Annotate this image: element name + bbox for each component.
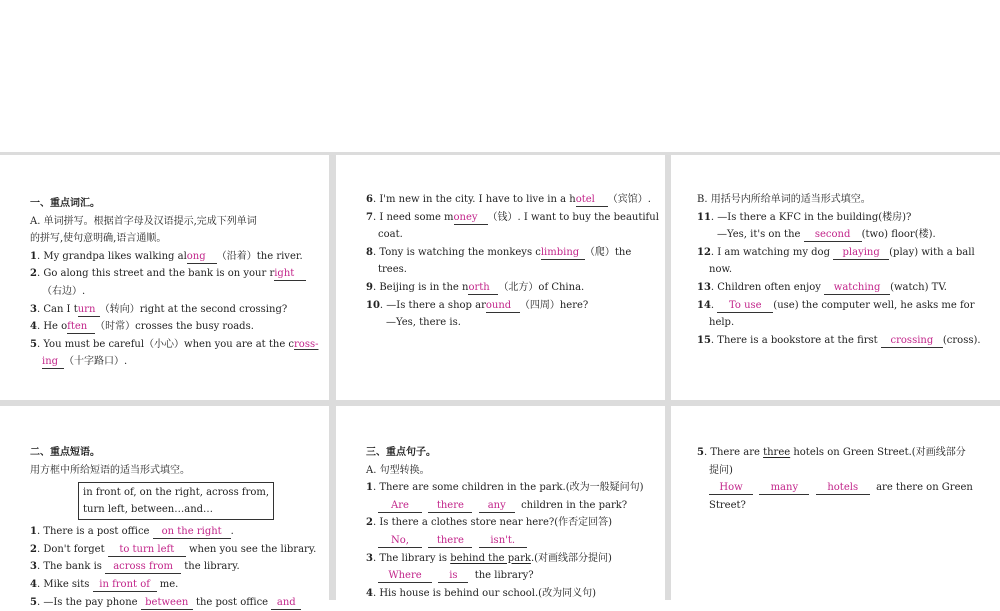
panel-sentences-cont [671,406,1000,600]
question-7-cont: coat. [378,229,403,241]
phrase-box: in front of, on the right, across from, turn left, between…and… [78,482,274,520]
question-5: 5. You must be careful（小心）when you are at the cross- [30,338,319,350]
sentence-answer-5-cont: Street? [709,499,746,511]
answer-blank: to turn left [108,543,186,557]
answer-blank: limbing [541,246,585,260]
answer-blank: many [759,481,809,495]
answer-blank: in front of [93,578,157,592]
answer-blank: Where [378,569,432,583]
question-4: 4. He often （时常）crosses the busy roads. [30,321,254,333]
answer-blank: on the right [153,525,231,539]
answer-blank: and [271,596,301,610]
answer-blank: crossing [881,334,943,348]
answer-blank: ight [274,267,306,281]
answer-blank: playing [833,246,889,260]
answer-blank: ften [67,320,95,334]
sentence-answer-3: Where is the library? [366,567,651,585]
section-title: 三、重点句子。 [366,447,436,458]
question-14: 14. To use (use) the computer well, he asks me for [697,299,975,311]
question-12: 12. I am watching my dog playing (play) with a ball [697,246,975,258]
answer-blank: is [438,569,468,583]
section-title: 一、重点词汇。 [30,198,100,209]
instruction: 用方框中所给短语的适当形式填空。 [30,464,190,476]
answer-blank: there [428,534,472,548]
panel-vocabulary-a [0,155,329,400]
instruction: A. 单词拼写。根据首字母及汉语提示,完成下列单词 [30,215,257,227]
instruction: A. 句型转换。 [366,464,430,476]
question-2-cont: （右边）. [42,285,86,297]
answer-blank: To use [717,299,773,313]
question-7: 7. I need some money （钱）. I want to buy the beautiful [366,211,659,223]
answer-blank: No, [378,534,422,548]
panel-phrases [0,406,329,608]
answer-blank: Are [378,499,422,513]
panel-vocabulary-b [671,155,1000,400]
instruction: B. 用括号内所给单词的适当形式填空。 [697,194,871,205]
answer-blank: oney [454,211,488,225]
panel-sentences [336,406,665,600]
answer-blank: ing [42,355,64,369]
question-6: 6. I'm new in the city. I have to live in a hotel （宾馆）. [366,194,651,205]
phrase-question-2: 2. Don't forget to turn left when you see the library. [30,543,317,555]
question-12-cont: now. [709,264,733,276]
question-14-cont: help. [709,317,735,329]
section-title: 二、重点短语。 [30,447,100,458]
answer-blank: orth [468,281,498,295]
phrase-question-3: 3. The bank is across from the library. [30,561,240,573]
answer-blank: hotels [816,481,870,495]
sentence-question-2: 2. Is there a clothes store near here?(作否定回答) [366,517,613,529]
answer-blank: otel [576,193,608,207]
question-5-cont: ing （十字路口）. [42,356,128,368]
sentence-question-5-cont: 提问) [709,464,733,476]
question-9: 9. Beijing is in the north （北方）of China. [366,281,585,293]
sentence-question-5: 5. There are three hotels on Green Street.(对画线部分 [697,447,966,458]
sentence-answer-2 [366,532,651,550]
sentence-answer-1: Are there any children in the park? [366,497,651,515]
answer-text: ross- [294,338,319,350]
answer-blank: isn't. [479,534,527,548]
answer-blank: between [141,596,193,610]
answer-blank: urn [78,303,100,317]
answer-blank: second [804,228,862,242]
question-15: 15. There is a bookstore at the first crossing (cross). [697,334,981,346]
sentence-answer-5: How many hotels are there on Green [697,479,986,497]
sentence-question-3: 3. The library is behind the park.(对画线部分提问) [366,552,612,564]
answer-blank: ound [486,299,520,313]
question-3: 3. Can I turn （转向）right at the second crossing? [30,303,288,315]
question-10-reply: —Yes, there is. [386,317,461,329]
sentence-question-4: 4. His house is behind our school.(改为同义句) [366,587,596,599]
answer-blank: any [479,499,515,513]
panel-vocabulary-a-cont [336,155,665,400]
answer-blank: How [709,481,753,495]
question-1: 1. My grandpa likes walking along （沿着）the river. [30,250,303,262]
sentence-question-1: 1. There are some children in the park.(改为一般疑问句) [366,482,644,494]
answer-blank: watching [824,281,890,295]
answer-blank: across from [105,560,181,574]
question-10: 10. —Is there a shop around （四周）here? [366,299,589,311]
answer-blank: ong [187,250,217,264]
instruction: 的拼写,使句意明确,语言通顺。 [30,233,167,245]
question-2: 2. Go along this street and the bank is on your right [30,265,319,283]
phrase-question-1: 1. There is a post office on the right . [30,526,234,538]
question-11: 11. —Is there a KFC in the building(楼房)? [697,211,912,223]
question-8-cont: trees. [378,264,407,276]
question-8: 8. Tony is watching the monkeys climbing （爬）the [366,246,632,258]
question-13: 13. Children often enjoy watching (watch) TV. [697,281,947,293]
phrase-question-5: 5. —Is the pay phone between the post office and [30,594,319,611]
blank-header-area [0,0,1000,152]
phrase-question-4: 4. Mike sits in front of me. [30,578,179,590]
answer-blank: there [428,499,472,513]
question-11-reply: —Yes, it's on the second (two) floor(楼). [717,229,936,241]
